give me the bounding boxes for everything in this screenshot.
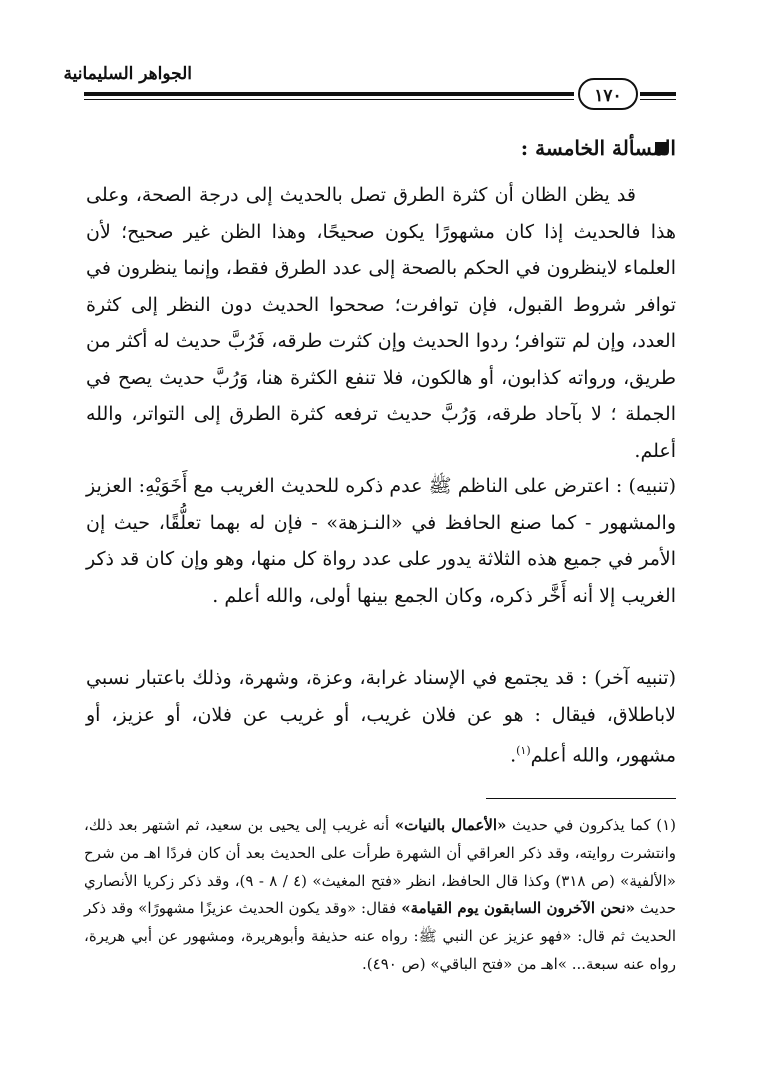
header-rule bbox=[84, 92, 574, 96]
paragraph-note-2-text: (تنبيه آخر) : قد يجتمع في الإسناد غرابة، وعزة، وشهرة، وذلك باعتبار نسبي لاباطلاق، فيقال : هو عن فلان غريب، أو غريب عن فلان، أو عزيز، أو مشهور، والله أعلم bbox=[86, 667, 676, 767]
header-rule-right-thin bbox=[640, 99, 676, 100]
footnote-hadith-2: «نحن الآخرون السابقون يوم القيامة» bbox=[401, 899, 636, 918]
footnote-ref[interactable]: (١) bbox=[516, 744, 531, 757]
paragraph-note-2-wrap: (تنبيه آخر) : قد يجتمع في الإسناد غرابة، وعزة، وشهرة، وذلك باعتبار نسبي لاباطلاق، فيقال : هو عن فلان غريب، أو غريب عن فلان، أو عزيز، أو مشهور، والله أعلم$^{(١)}$. bbox=[86, 667, 676, 767]
footnote-part-1: (١) كما يذكرون في حديث bbox=[506, 816, 676, 834]
page-number: ١٧٠ bbox=[578, 78, 638, 110]
section-heading: المسألة الخامسة : bbox=[520, 136, 676, 160]
footnote bbox=[84, 812, 676, 979]
paragraph-1-text: قد يظن الظان أن كثرة الطرق تصل بالحديث إلى درجة الصحة، وعلى هذا فالحديث إذا كان مشهورًا يكون صحيحًا، وهذا الظن غير صحيح؛ لأن العلماء لاينظرون في الحكم بالصحة إلى عدد الطرق فقط، وإنما ينظرون في توافر شروط القبول، فإن توافرت؛ صححوا الحديث دون النظر إلى كثرة العدد، وإن لم تتوافر؛ ردوا الحديث وإن كثرت طرقه، فَرُبَّ حديث له أكثر من طريق، ورواته كذابون، أو هالكون، فلا تنفع الكثرة هنا، وَرُبَّ حديث يصح في الجملة ؛ لا بآحاد طرقه، وَرُبَّ حديث ترفعه كثرة الطرق إلى التواتر، والله أعلم. bbox=[86, 184, 676, 462]
footnote-rule bbox=[486, 798, 676, 799]
footnote-part-3: فقال: «وقد يكون الحديث عزيزًا مشهورًا» وقد ذكر الحديث ثم قال: «فهو عزيز عن النبي ﷺ: رواه عنه حذيفة وأبوهريرة، ومشهور عن أبي هريرة، رواه عنه سبعة... »اهـ من «فتح الباقي» (ص ٤٩٠). bbox=[84, 899, 676, 973]
paragraph-note bbox=[86, 468, 676, 614]
paragraph-note-2 bbox=[86, 660, 676, 774]
paragraph-note-text: (تنبيه) : اعترض على الناظم ﷺ عدم ذكره للحديث الغريب مع أَخَوَيْهِ: العزيز والمشهور - كما صنع الحافظ في «النـزهة» - فإن له بهما تعلُّقًا، حيث إن الأمر في جميع هذه الثلاثة يدور على عدد رواة كل منها، وهو وإن كان قد ذكر الغريب إلا أنه أَخَّر ذكره، وكان الجمع بينها أولى، والله أعلم . bbox=[86, 475, 676, 607]
header-rule-thin bbox=[84, 99, 574, 100]
header-rule-right bbox=[640, 92, 676, 96]
footnote-part-2: أنه غريب إلى يحيى بن سعيد، ثم اشتهر بعد ذلك، وانتشرت روايته، وقد ذكر العراقي أن الشهرة طرأت على الحديث بعد أن كان فردًا اهـ من شرح «الألفية» (ص ٣١٨) وكذا قال الحافظ، انظر «فتح المغيث» (٤ / ٨ - ٩)، وقد ذكر زكريا الأنصاري حديث bbox=[84, 816, 676, 918]
footnote-hadith-1: «الأعمال بالنيات» bbox=[394, 816, 507, 834]
paragraph-1 bbox=[86, 177, 676, 469]
footnote-text bbox=[84, 812, 676, 979]
running-header-title: الجواهر السليمانية bbox=[63, 64, 192, 84]
